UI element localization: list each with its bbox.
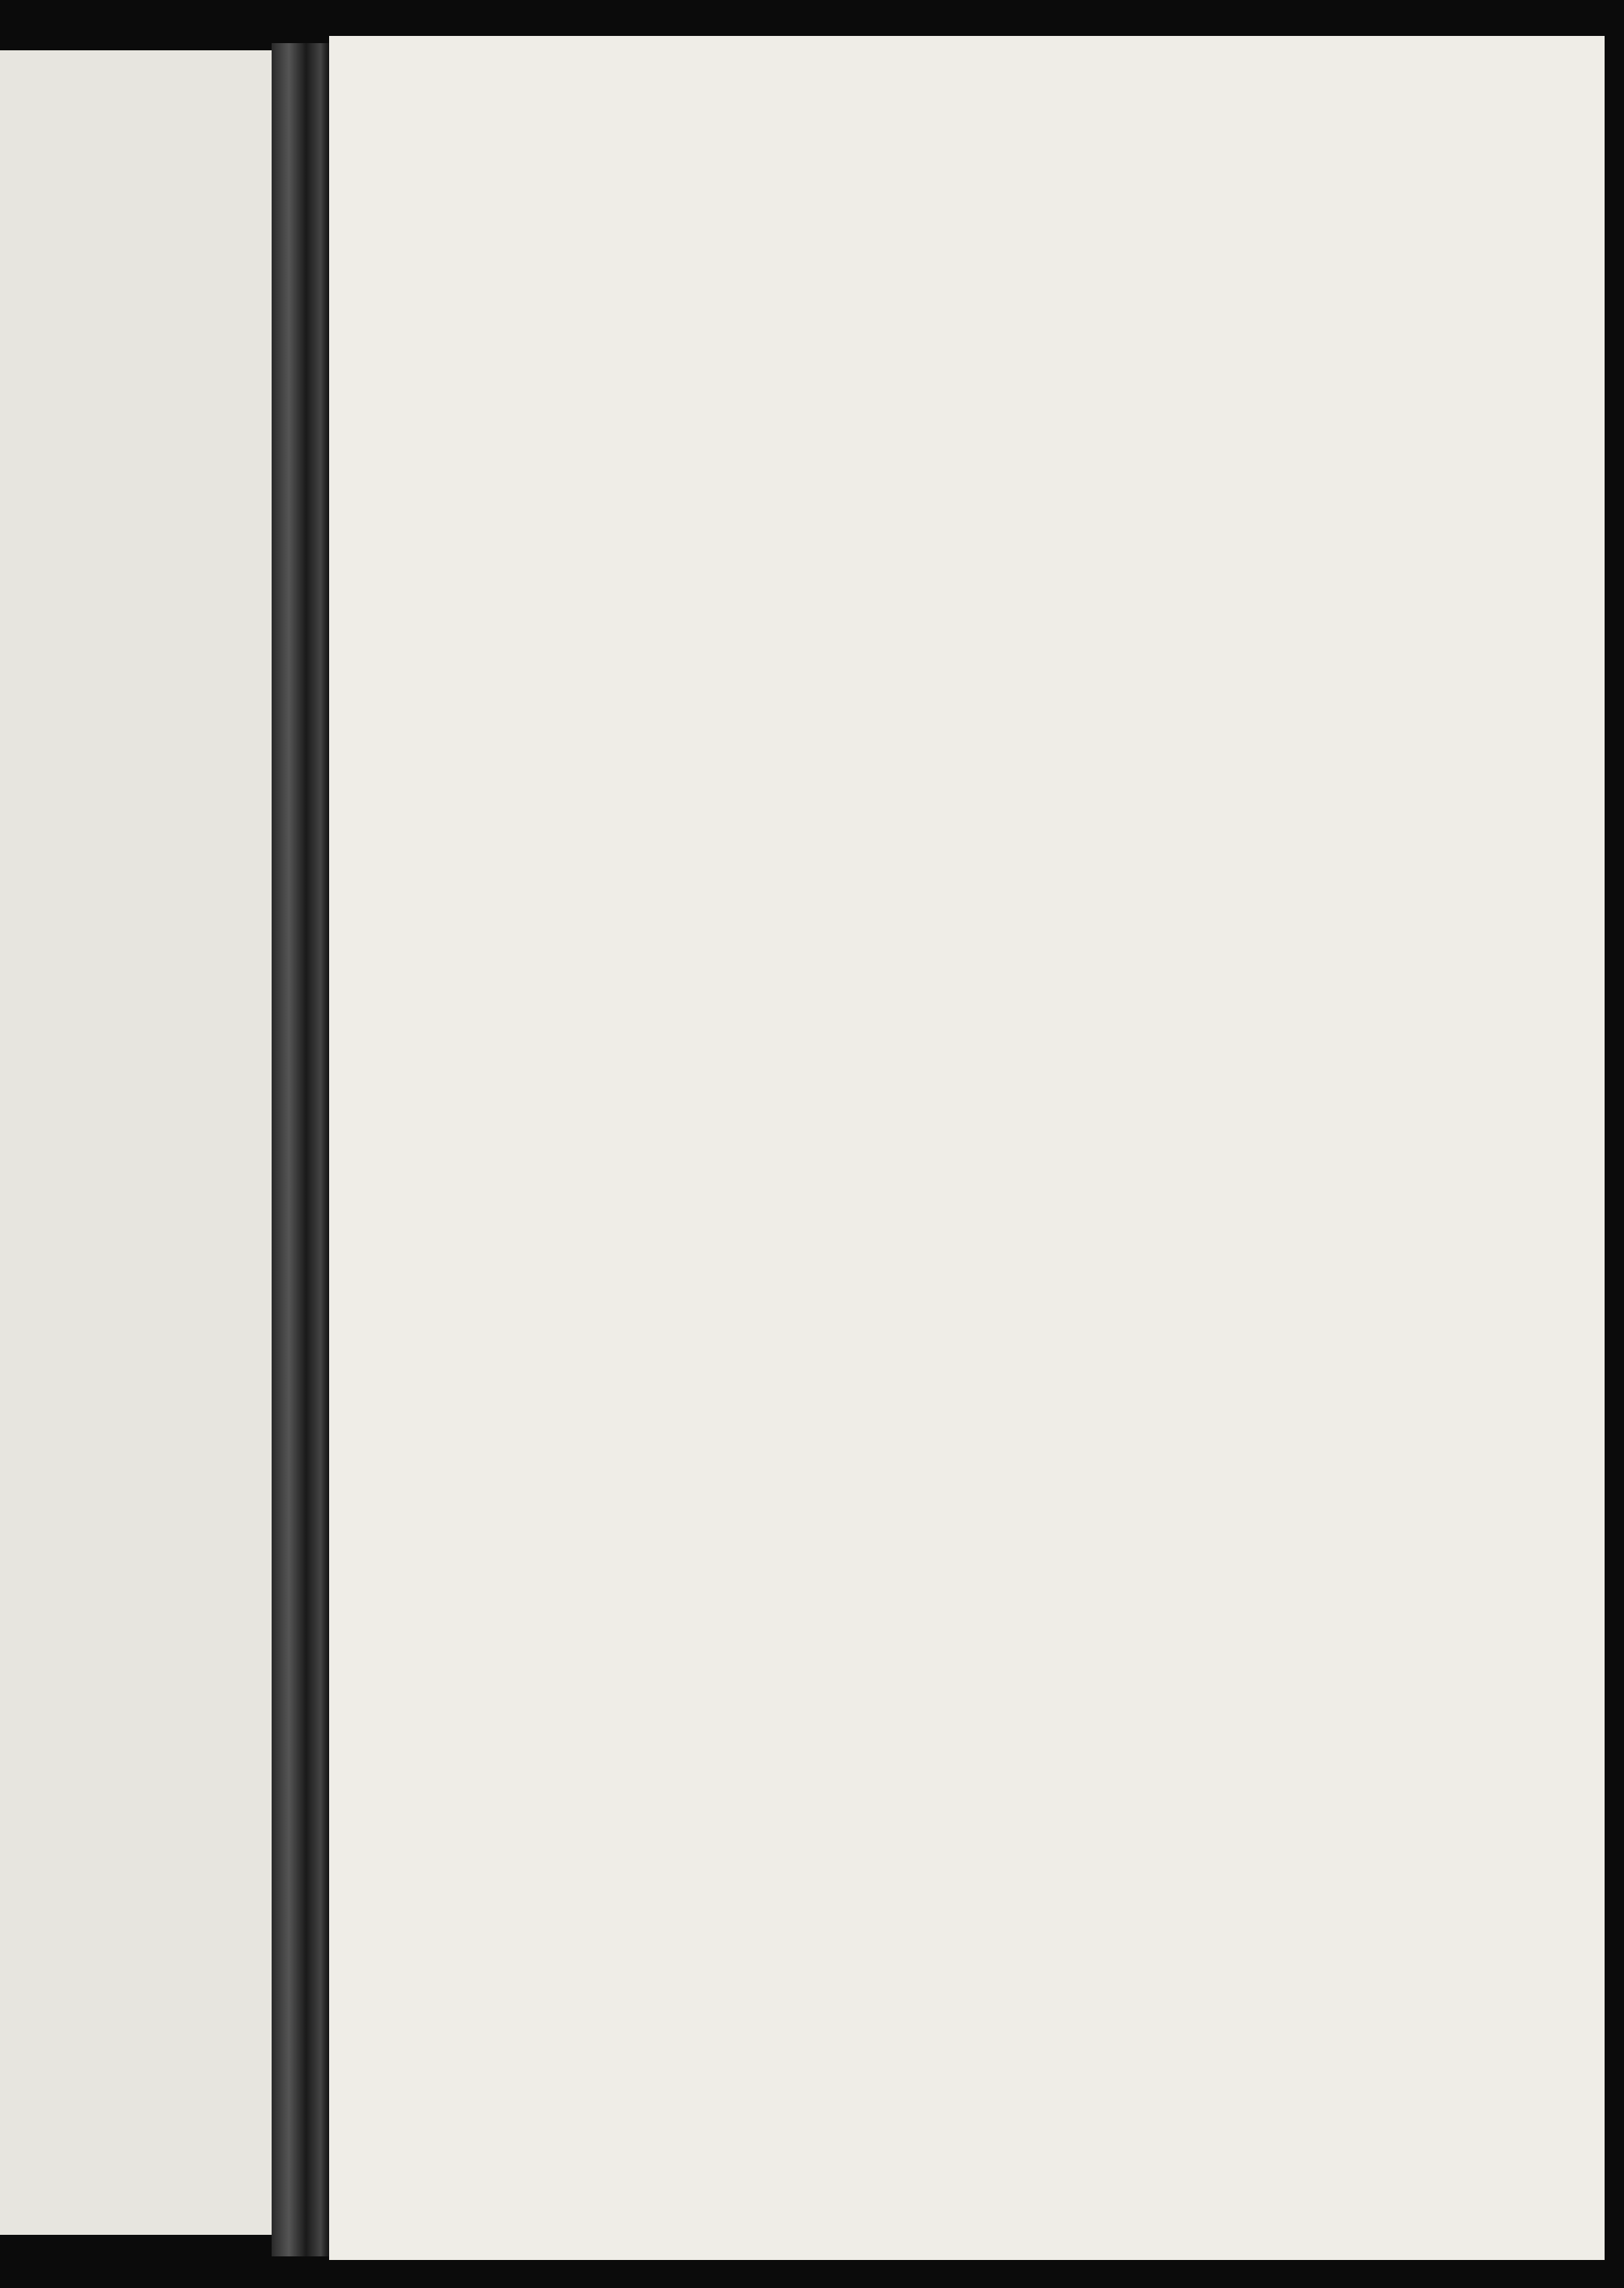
right-page — [329, 36, 1605, 2260]
right-running-header — [359, 135, 1549, 193]
book-gutter — [272, 43, 329, 2256]
page-footer — [329, 2133, 1605, 2176]
left-page — [0, 50, 272, 2235]
